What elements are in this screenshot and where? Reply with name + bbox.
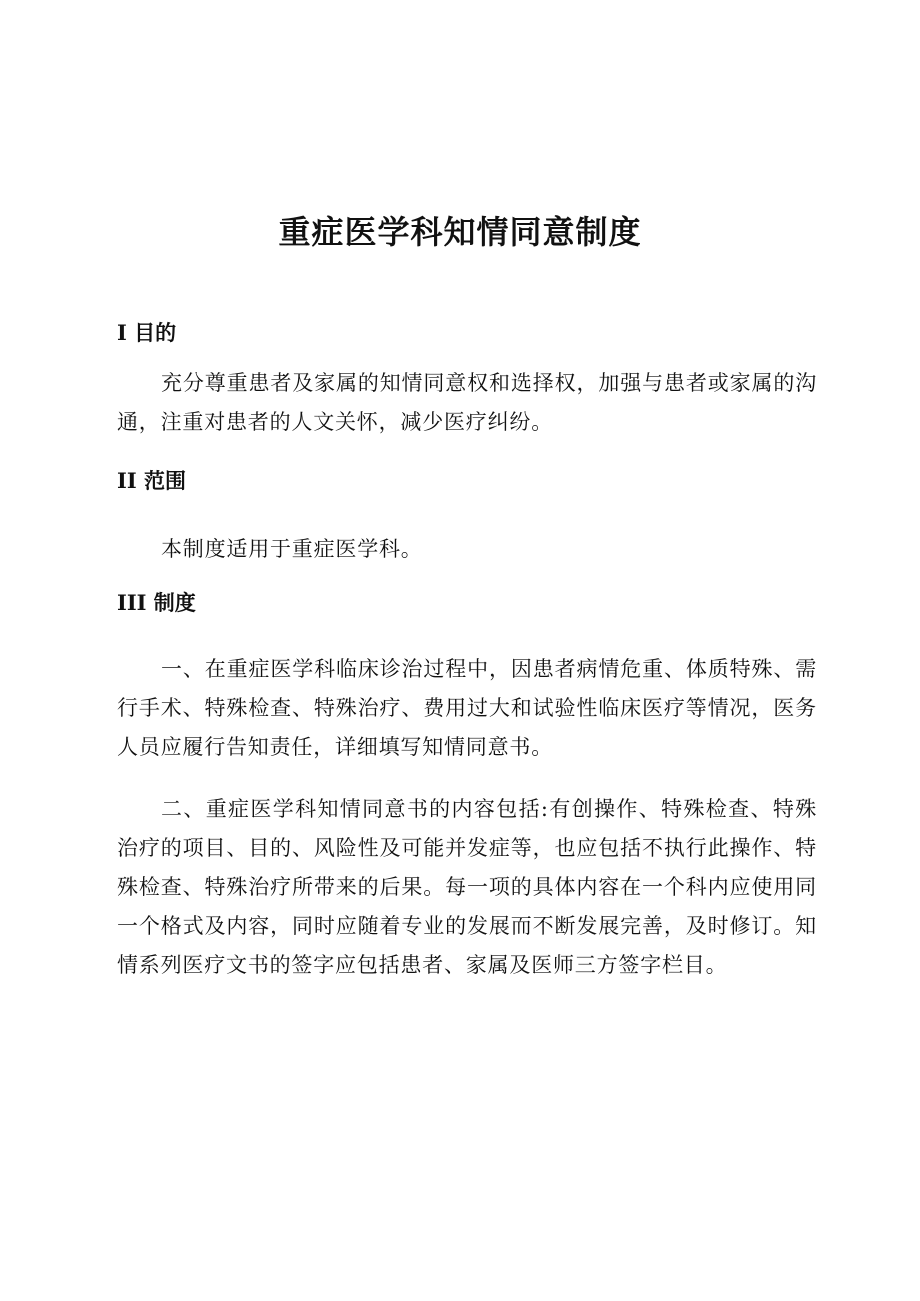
policy-paragraph-2: 二、重症医学科知情同意书的内容包括:有创操作、特殊检查、特殊治疗的项目、目的、风险性及可能并发症等，也应包括不执行此操作、特殊检查、特殊治疗所带来的后果。每一项的具体内容在一个科内应使用同一个格式及内容，同时应随着专业的发展而不断发展完善，及时修订。知情系列医疗文书的签字应包括患者、家属及医师三方签字栏目。: [117, 797, 817, 977]
section-heading-purpose: I 目的: [117, 320, 177, 345]
policy-paragraph-1: 一、在重症医学科临床诊治过程中，因患者病情危重、体质特殊、需行手术、特殊检查、特殊治疗、费用过大和试验性临床医疗等情况，医务人员应履行告知责任，详细填写知情同意书。: [117, 657, 817, 759]
purpose-paragraph: 充分尊重患者及家属的知情同意权和选择权，加强与患者或家属的沟通，注重对患者的人文关怀，减少医疗纠纷。: [117, 371, 817, 434]
section-heading-policy: III 制度: [117, 590, 196, 615]
section-heading-scope: II 范围: [117, 468, 186, 493]
document-title: 重症医学科知情同意制度: [278, 213, 642, 251]
scope-paragraph: 本制度适用于重症医学科。: [161, 537, 423, 561]
